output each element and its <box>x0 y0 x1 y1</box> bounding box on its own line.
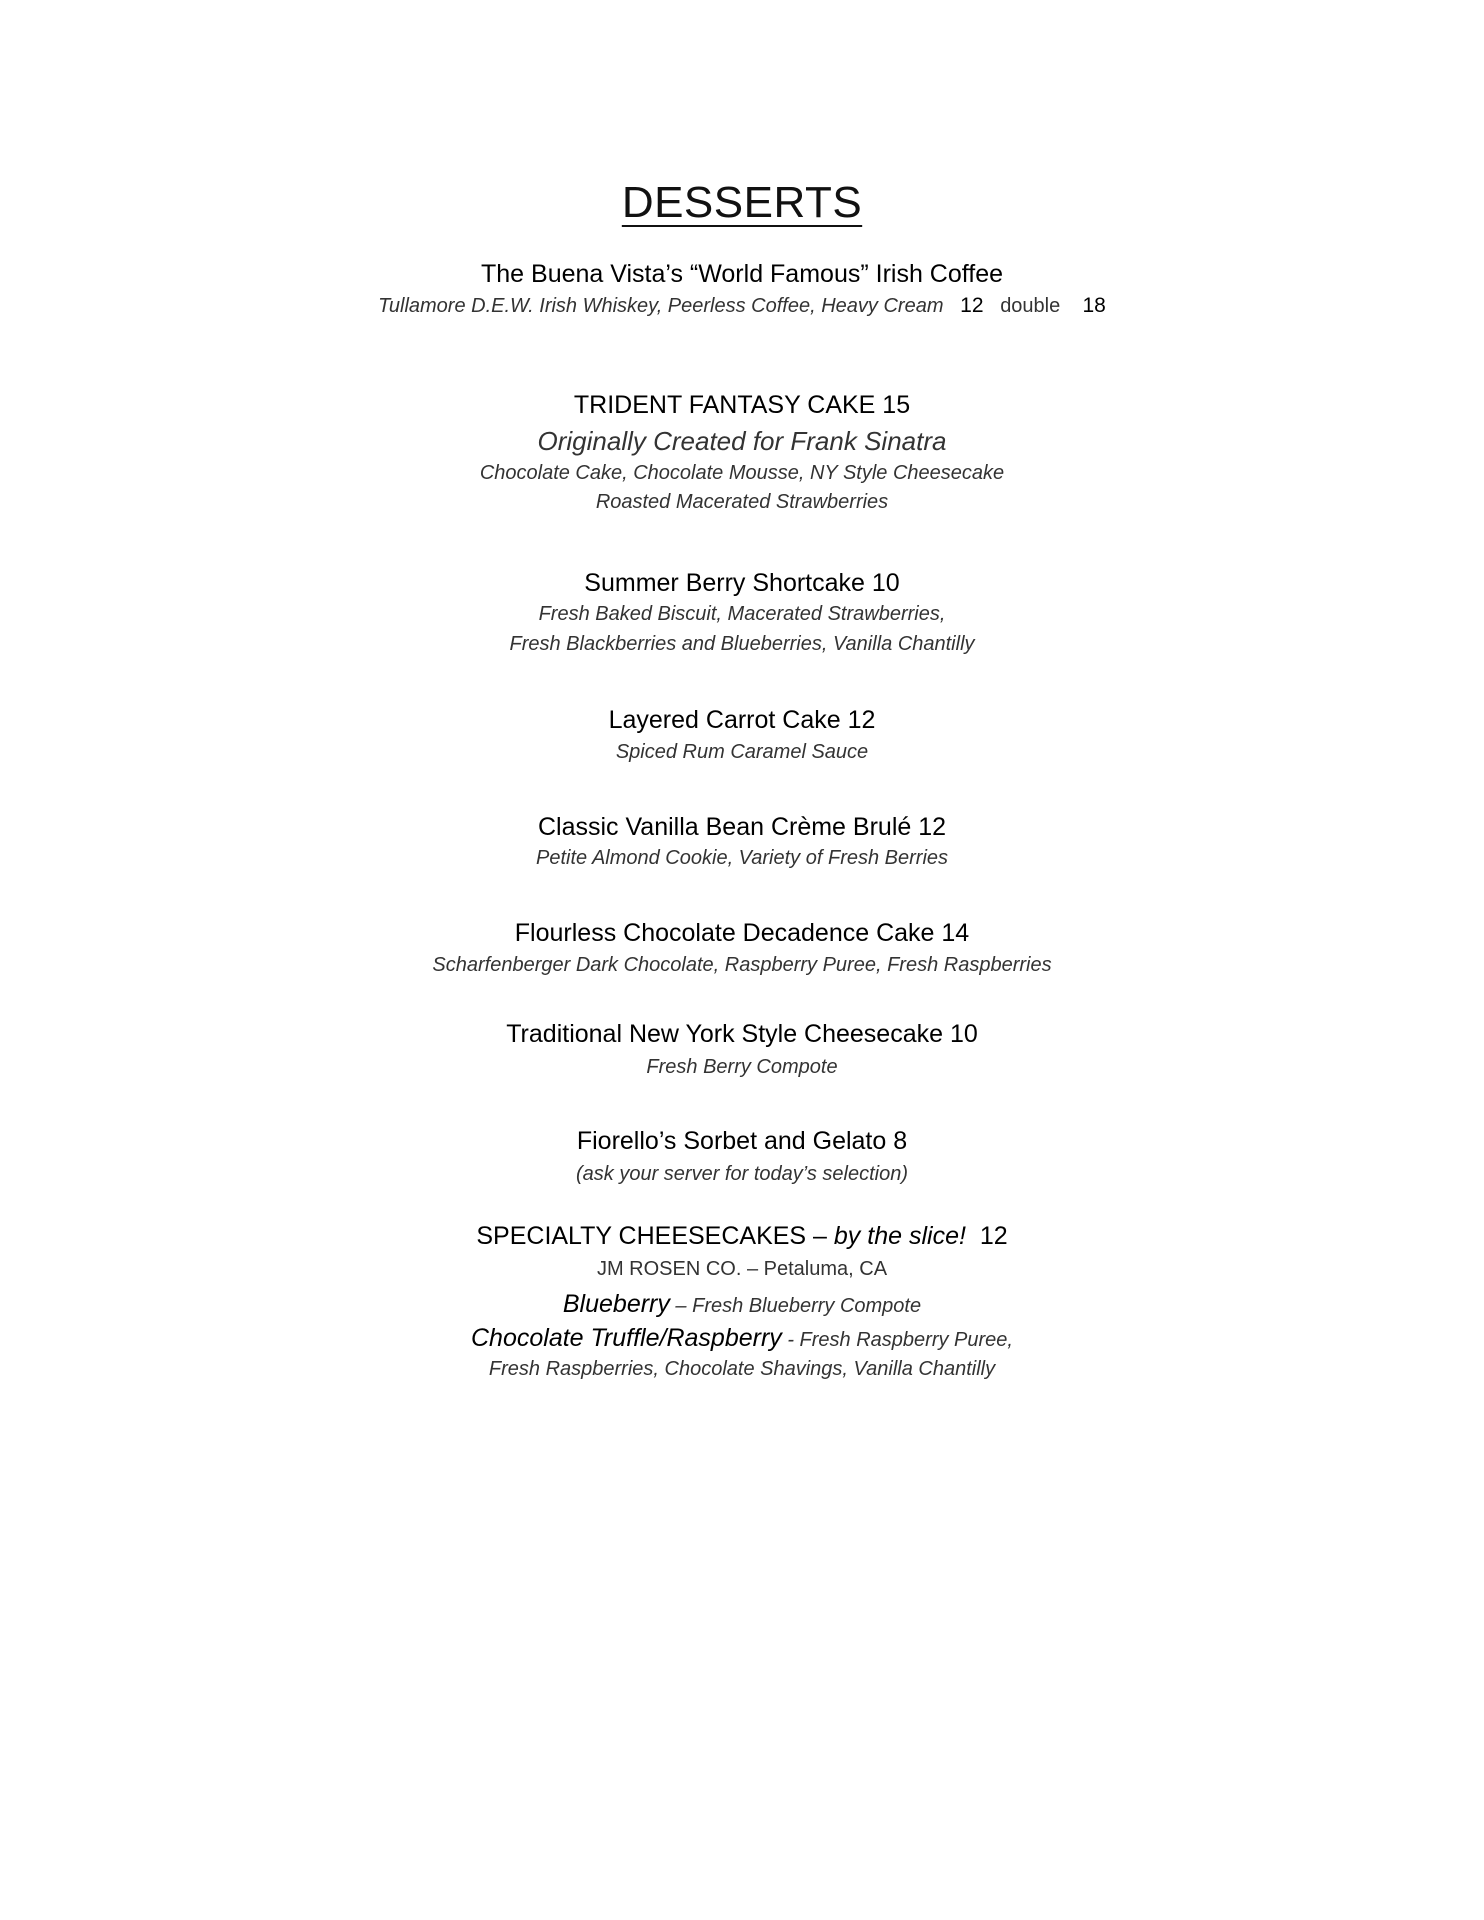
item-trident-subtitle: Originally Created for Frank Sinatra <box>537 426 947 456</box>
item-shortcake-desc-1: Fresh Baked Biscuit, Macerated Strawberries, <box>538 603 946 625</box>
item-creme-name: Classic Vanilla Bean Crème Brulé 12 <box>537 813 947 841</box>
specialty-name-prefix: SPECIALTY CHEESECAKES – <box>476 1222 834 1250</box>
item-cheesecake-desc: Fresh Berry Compote <box>646 1056 838 1078</box>
blueberry-name: Blueberry <box>562 1290 670 1318</box>
page-title <box>0 178 1484 228</box>
item-irish-coffee-name: The Buena Vista’s “World Famous” Irish Coffee <box>481 260 1003 288</box>
item-flourless-name: Flourless Chocolate Decadence Cake 14 <box>514 919 970 947</box>
item-cheesecake-name: Traditional New York Style Cheesecake 10 <box>506 1020 978 1048</box>
item-shortcake-name: Summer Berry Shortcake 10 <box>584 569 900 597</box>
item-sorbet-name: Fiorello’s Sorbet and Gelato 8 <box>576 1127 908 1155</box>
item-carrot-desc: Spiced Rum Caramel Sauce <box>615 741 869 763</box>
irish-coffee-ingredients: Tullamore D.E.W. Irish Whiskey, Peerless Coffee, Heavy Cream <box>378 295 944 317</box>
item-trident-desc-2: Roasted Macerated Strawberries <box>595 491 889 513</box>
specialty-price: 12 <box>979 1222 1008 1250</box>
item-trident-name: TRIDENT FANTASY CAKE 15 <box>573 391 911 419</box>
chocolate-name: Chocolate Truffle/Raspberry <box>471 1324 782 1352</box>
item-specialty-name <box>0 1222 1484 1251</box>
item-specialty-chocolate <box>0 1324 1484 1353</box>
item-specialty-maker: JM ROSEN CO. – Petaluma, CA <box>596 1258 888 1280</box>
irish-coffee-price: 12 <box>960 294 984 317</box>
blueberry-desc: – Fresh Blueberry Compote <box>669 1295 922 1317</box>
page-title-text: DESSERTS <box>621 178 863 227</box>
specialty-name-italic: by the slice! <box>833 1222 966 1250</box>
item-specialty-blueberry <box>0 1290 1484 1319</box>
irish-coffee-double-label: double <box>1000 295 1061 317</box>
item-shortcake-desc-2: Fresh Blackberries and Blueberries, Vanilla Chantilly <box>509 633 975 655</box>
item-trident-desc-1: Chocolate Cake, Chocolate Mousse, NY Style Cheesecake <box>479 462 1005 484</box>
item-sorbet-desc: (ask your server for today’s selection) <box>576 1163 908 1185</box>
item-specialty-chocolate-desc-2: Fresh Raspberries, Chocolate Shavings, Vanilla Chantilly <box>488 1358 996 1380</box>
item-flourless-desc: Scharfenberger Dark Chocolate, Raspberry Puree, Fresh Raspberries <box>432 954 1052 976</box>
item-carrot-name: Layered Carrot Cake 12 <box>608 706 876 734</box>
item-creme-desc: Petite Almond Cookie, Variety of Fresh Berries <box>535 847 949 869</box>
irish-coffee-double-price: 18 <box>1082 294 1106 317</box>
chocolate-desc: - Fresh Raspberry Puree, <box>781 1329 1013 1351</box>
item-irish-coffee-description <box>0 294 1484 318</box>
